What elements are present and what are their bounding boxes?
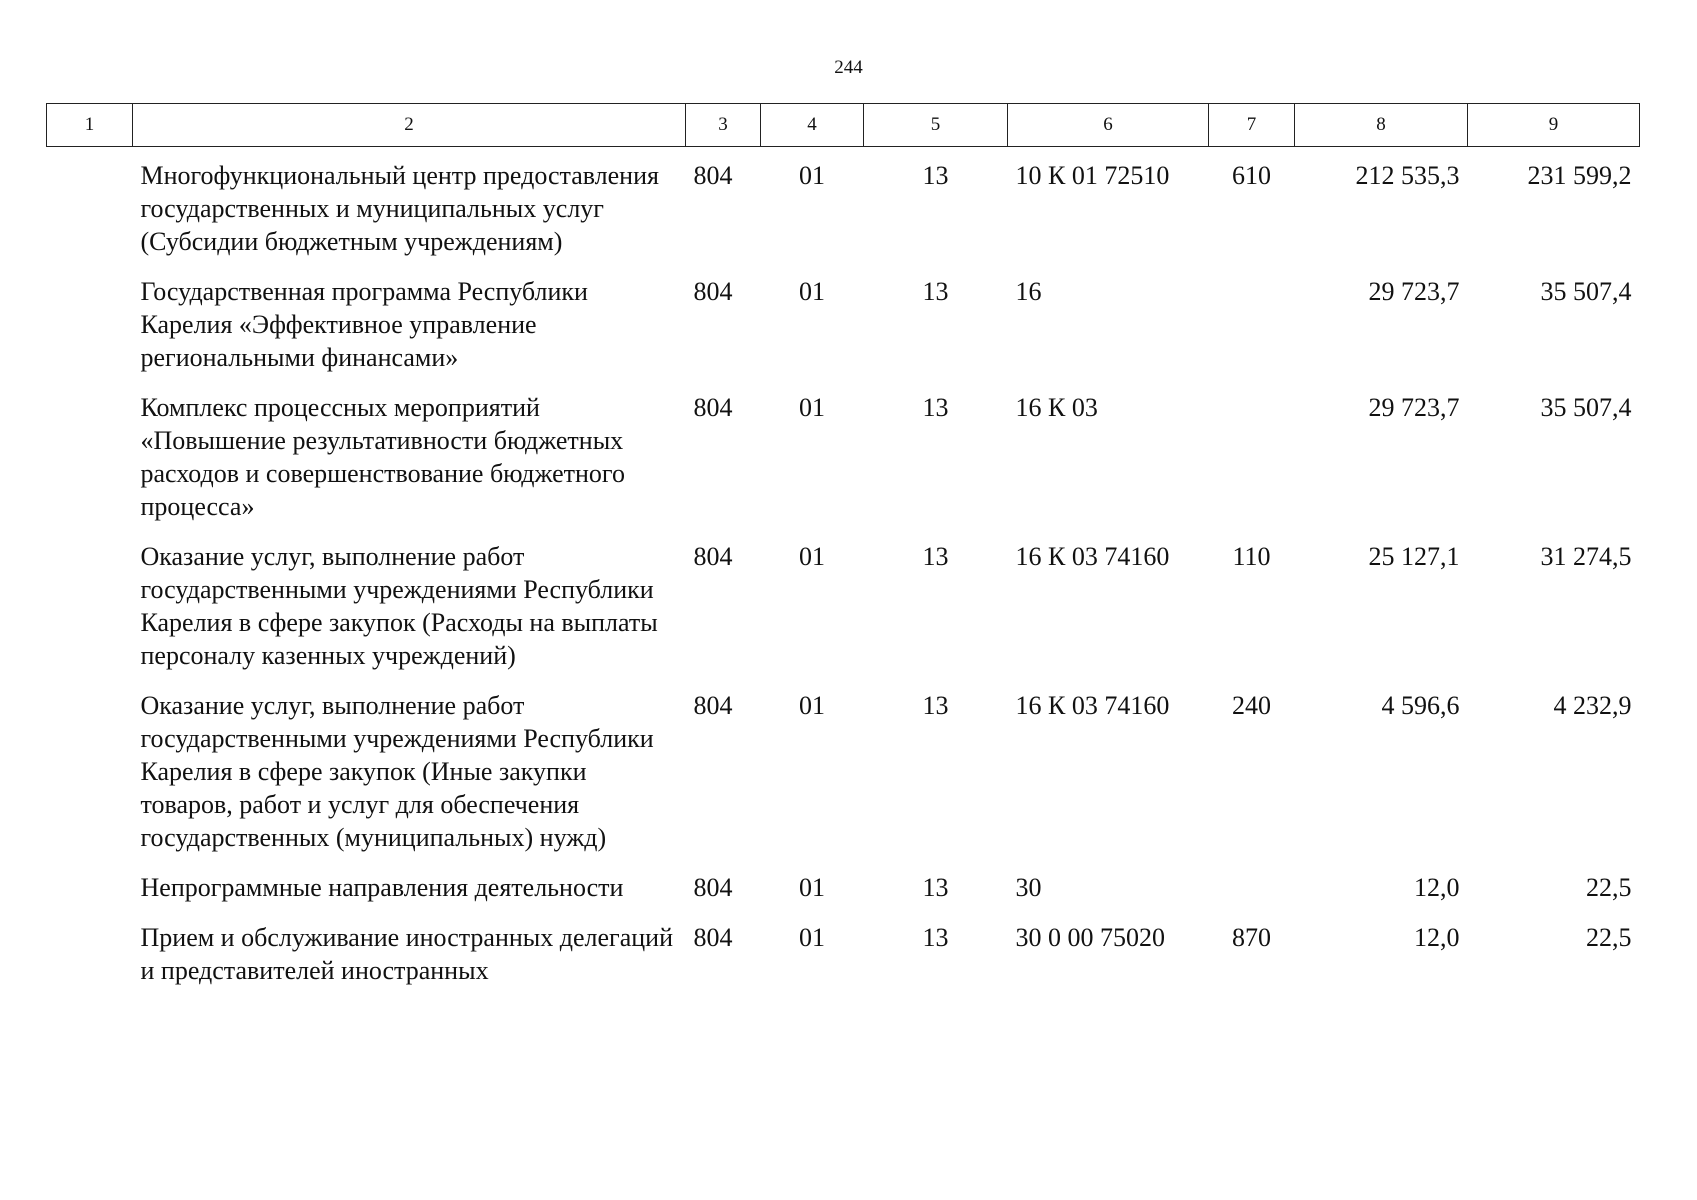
expense-type-cell: 610 xyxy=(1232,161,1271,190)
expense-type-cell xyxy=(1209,391,1295,540)
ministry-code-cell: 804 xyxy=(693,161,733,190)
amount-col9-cell: 31 274,5 xyxy=(1540,542,1632,571)
amount-col9-cell: 35 507,4 xyxy=(1540,277,1632,306)
subsection-code-cell: 13 xyxy=(922,542,949,571)
subsection-code-cell: 13 xyxy=(922,161,949,190)
expense-type-cell: 870 xyxy=(1232,923,1271,952)
amount-col9-cell: 22,5 xyxy=(1586,873,1632,902)
section-code-cell: 01 xyxy=(799,277,825,306)
table-row xyxy=(47,391,1640,540)
amount-col8-cell: 212 535,3 xyxy=(1355,161,1460,190)
section-code-cell: 01 xyxy=(799,542,825,571)
table-row xyxy=(47,540,1640,689)
subsection-code-cell: 13 xyxy=(922,393,949,422)
column-header: 2 xyxy=(133,104,686,147)
ministry-code-cell: 804 xyxy=(693,277,733,306)
target-article-cell: 16 К 03 74160 xyxy=(1015,542,1170,571)
column-header: 3 xyxy=(686,104,761,147)
row-number-cell xyxy=(47,275,133,391)
column-header: 1 xyxy=(47,104,133,147)
target-article-cell: 16 xyxy=(1015,277,1042,306)
table-row xyxy=(47,921,1640,1004)
amount-col9-cell: 4 232,9 xyxy=(1553,691,1632,720)
amount-col8-cell: 29 723,7 xyxy=(1368,277,1460,306)
item-name-cell: Прием и обслуживание иностранных делегаций и представителей иностранных xyxy=(140,923,673,985)
column-header: 4 xyxy=(761,104,864,147)
target-article-cell: 30 xyxy=(1015,873,1042,902)
amount-col8-cell: 25 127,1 xyxy=(1368,542,1460,571)
item-name-cell: Непрограммные направления деятельности xyxy=(140,873,624,902)
column-number-row xyxy=(47,104,1640,147)
section-code-cell: 01 xyxy=(799,873,825,902)
budget-table xyxy=(46,103,1640,1004)
target-article-cell: 30 0 00 75020 xyxy=(1015,923,1165,952)
row-number-cell xyxy=(47,391,133,540)
item-name-cell: Комплекс процессных мероприятий «Повышение результативности бюджетных расходов и совершенствование бюджетного процесса» xyxy=(140,393,625,521)
item-name-cell: Многофункциональный центр предоставления государственных и муниципальных услуг (Субсидии бюджетным учреждениям) xyxy=(140,161,659,256)
amount-col9-cell: 231 599,2 xyxy=(1527,161,1632,190)
target-article-cell: 10 К 01 72510 xyxy=(1015,161,1170,190)
ministry-code-cell: 804 xyxy=(693,873,733,902)
target-article-cell: 16 К 03 xyxy=(1015,393,1098,422)
section-code-cell: 01 xyxy=(799,923,825,952)
amount-col8-cell: 12,0 xyxy=(1414,923,1460,952)
column-header: 6 xyxy=(1008,104,1209,147)
subsection-code-cell: 13 xyxy=(922,873,949,902)
amount-col8-cell: 29 723,7 xyxy=(1368,393,1460,422)
subsection-code-cell: 13 xyxy=(922,277,949,306)
ministry-code-cell: 804 xyxy=(693,393,733,422)
column-header: 5 xyxy=(864,104,1008,147)
section-code-cell: 01 xyxy=(799,393,825,422)
ministry-code-cell: 804 xyxy=(693,691,733,720)
amount-col9-cell: 22,5 xyxy=(1586,923,1632,952)
table-row xyxy=(47,871,1640,921)
item-name-cell: Государственная программа Республики Карелия «Эффективное управление региональными финансами» xyxy=(140,277,588,372)
row-number-cell xyxy=(47,689,133,871)
amount-col8-cell: 4 596,6 xyxy=(1381,691,1460,720)
amount-col9-cell: 35 507,4 xyxy=(1540,393,1632,422)
section-code-cell: 01 xyxy=(799,691,825,720)
item-name-cell: Оказание услуг, выполнение работ государственными учреждениями Республики Карелия в сфере закупок (Иные закупки товаров, работ и услуг для обеспечения государственных (муниципальных) нужд) xyxy=(140,691,654,852)
subsection-code-cell: 13 xyxy=(922,923,949,952)
column-header: 7 xyxy=(1209,104,1295,147)
expense-type-cell: 240 xyxy=(1232,691,1271,720)
expense-type-cell: 110 xyxy=(1232,542,1271,571)
subsection-code-cell: 13 xyxy=(922,691,949,720)
row-number-cell xyxy=(47,540,133,689)
expense-type-cell xyxy=(1209,871,1295,921)
amount-col8-cell: 12,0 xyxy=(1414,873,1460,902)
section-code-cell: 01 xyxy=(799,161,825,190)
target-article-cell: 16 К 03 74160 xyxy=(1015,691,1170,720)
item-name-cell: Оказание услуг, выполнение работ государственными учреждениями Республики Карелия в сфере закупок (Расходы на выплаты персоналу казенных учреждений) xyxy=(140,542,658,670)
row-number-cell xyxy=(47,147,133,276)
row-number-cell xyxy=(47,921,133,1004)
table-row xyxy=(47,147,1640,276)
table-row xyxy=(47,689,1640,871)
table-row xyxy=(47,275,1640,391)
ministry-code-cell: 804 xyxy=(693,923,733,952)
expense-type-cell xyxy=(1209,275,1295,391)
row-number-cell xyxy=(47,871,133,921)
ministry-code-cell: 804 xyxy=(693,542,733,571)
page-number: 244 xyxy=(834,57,863,78)
column-header: 8 xyxy=(1295,104,1468,147)
column-header: 9 xyxy=(1468,104,1640,147)
